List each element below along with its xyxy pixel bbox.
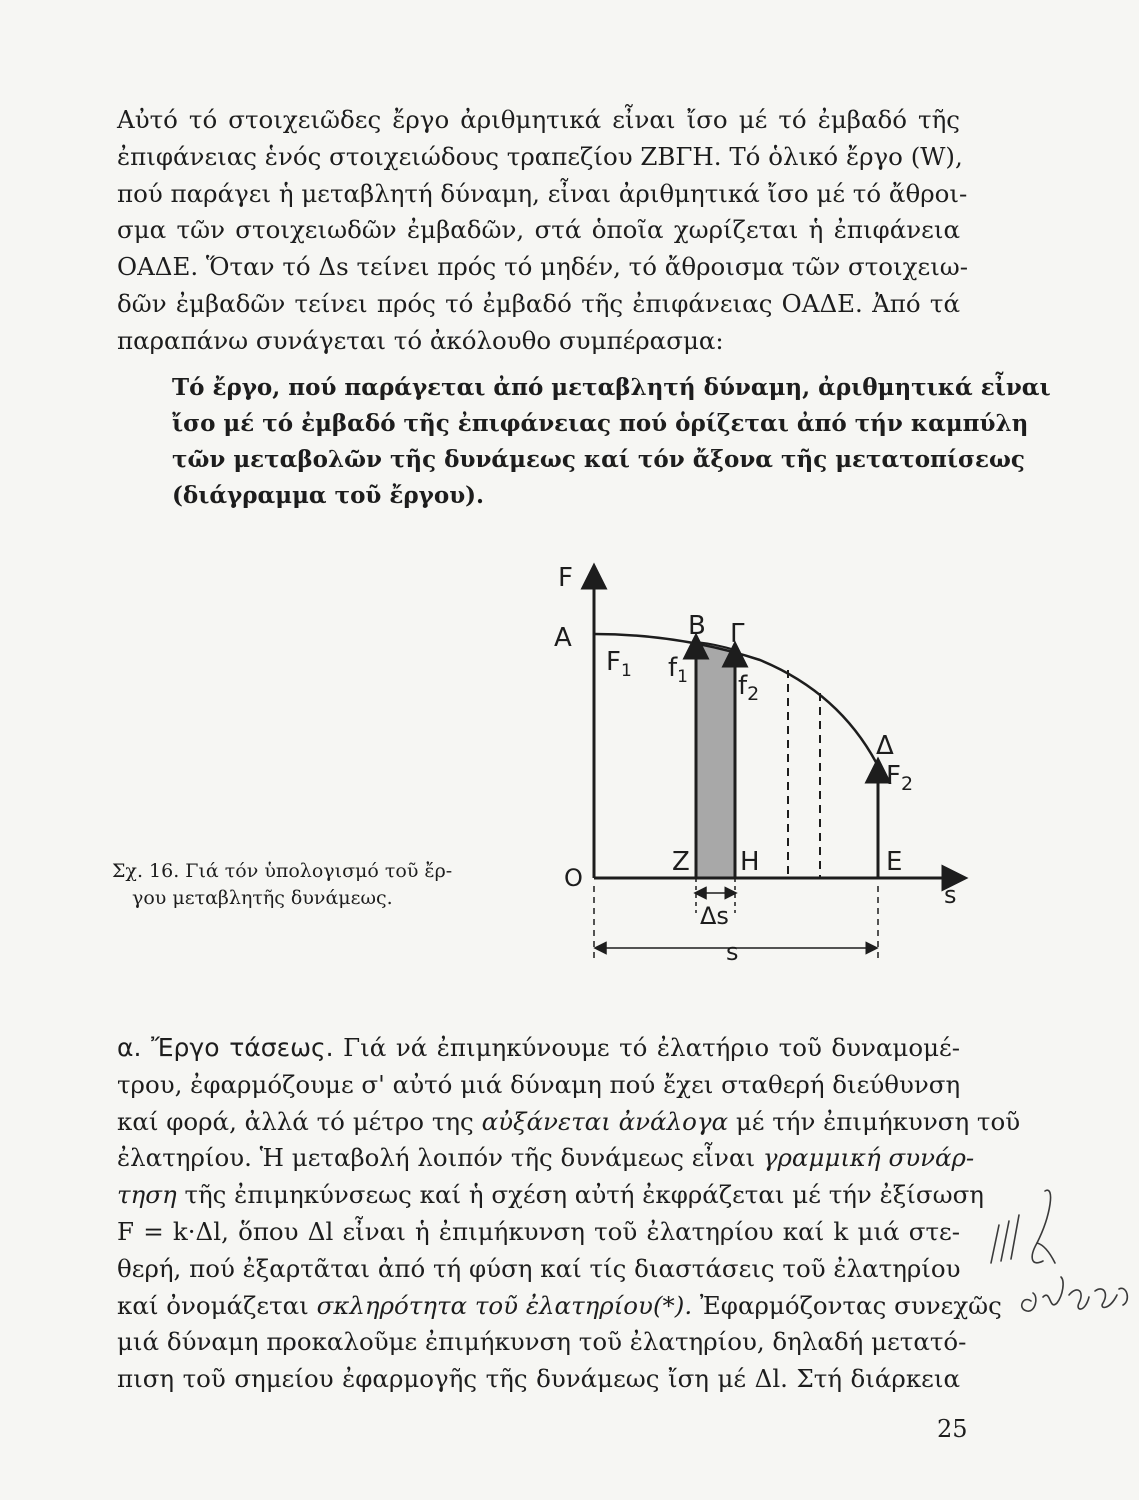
text-line: θερή, πού ἐξαρτᾶται ἀπό τή φύση καί τίς διαστάσεις τοῦ ἐλατηρίου [117, 1253, 961, 1283]
text-line: τῶν μεταβολῶν τῆς δυνάμεως καί τόν ἄξονα τῆς μετατοπίσεως [172, 446, 1025, 473]
axis-label-s: s [944, 881, 957, 909]
point-label-H: H [740, 847, 760, 877]
paragraph-work-area [117, 102, 969, 360]
force-label-f2: $f_2$ [738, 671, 760, 705]
text-line: σμα τῶν στοιχειωδῶν ἐμβαδῶν, στά ὁποῖα χωρίζεται ἡ ἐπιφάνεια [117, 215, 960, 245]
text-line: πιση τοῦ σημείου ἐφαρμογῆς τῆς δυνάμεως ἴση μέ Δl. Στή διάρκεια [117, 1364, 960, 1394]
caption-line: γου μεταβλητῆς δυνάμεως. [132, 887, 393, 909]
text-line: Αὐτό τό στοιχειῶδες ἔργο ἀριθμητικά εἶναι ἴσο μέ τό ἐμβαδό τῆς [117, 105, 960, 134]
caption-line: Σχ. 16. Γιά τόν ὑπολογισμό τοῦ ἔρ- [112, 860, 453, 882]
force-label-F1: $F_1$ [606, 647, 632, 681]
text-line: τηση τῆς ἐπιμηκύνσεως καί ἡ σχέση αὐτή ἐκφράζεται μέ τήν ἐξίσωση [117, 1180, 984, 1210]
text-line: α. Ἔργο τάσεως. Γιά νά ἐπιμηκύνουμε τό ἐλατήριο τοῦ δυναμομέ- [117, 1033, 960, 1062]
point-label-A: A [554, 623, 572, 653]
point-label-E: E [886, 847, 903, 877]
text-line: πού παράγει ἡ μεταβλητή δύναμη, εἶναι ἀριθμητικά ἴσο μέ τό ἄθροι- [117, 178, 968, 208]
text-line: ΟΑΔΕ. Ὅταν τό Δs τείνει πρός τό μηδέν, τό ἄθροισμα τῶν στοιχειω- [117, 252, 969, 282]
point-label-D: Δ [876, 731, 894, 761]
handwritten-annotation [985, 1185, 1135, 1345]
text-line: (διάγραμμα τοῦ ἔργου). [172, 482, 485, 509]
text-line: δῶν ἐμβαδῶν τείνει πρός τό ἐμβαδό τῆς ἐπιφάνειας ΟΑΔΕ. Ἀπό τά [117, 288, 960, 318]
axis-label-F: F [558, 563, 573, 593]
point-label-B: B [688, 611, 706, 641]
conclusion-statement [172, 370, 1051, 514]
point-label-G: Γ [730, 619, 745, 649]
section-heading: α. Ἔργο τάσεως. [117, 1033, 334, 1062]
text-line: ἐλατηρίου. Ἡ μεταβολή λοιπόν τῆς δυνάμεως εἶναι γραμμική συνάρ- [117, 1143, 975, 1173]
force-label-f1: $f_1$ [668, 653, 688, 687]
origin-label-O: O [564, 864, 583, 892]
text-line: F = k·Δl, ὅπου Δl εἶναι ἡ ἐπιμήκυνση τοῦ ἐλατηρίου καί k μιά στε- [117, 1216, 960, 1246]
text-line: ἴσο μέ τό ἐμβαδό τῆς ἐπιφάνειας πού ὁρίζεται ἀπό τήν καμπύλη [172, 410, 1029, 437]
work-diagram [540, 548, 980, 978]
point-label-Z: Z [672, 847, 690, 877]
paragraph-tension-work [117, 1030, 1021, 1398]
page-number: 25 [937, 1415, 968, 1443]
figure-caption [112, 858, 492, 912]
text-line: καί φορά, ἀλλά τό μέτρο της αὐξάνεται ἀνάλογα μέ τήν ἐπιμήκυνση τοῦ [117, 1106, 1021, 1136]
shaded-strip [696, 642, 735, 878]
text-line: ἐπιφάνειας ἑνός στοιχειώδους τραπεζίου ΖΒΓΗ. Τό ὁλικό ἔργο (W), [117, 141, 963, 171]
text-line: Τό ἔργο, πού παράγεται ἀπό μεταβλητή δύναμη, ἀριθμητικά εἶναι [172, 374, 1051, 401]
force-label-F2: $F_2$ [886, 761, 914, 795]
text-line: μιά δύναμη προκαλοῦμε ἐπιμήκυνση τοῦ ἐλατηρίου, δηλαδή μετατό- [117, 1327, 967, 1357]
delta-s-label: Δs [700, 902, 729, 930]
text-line: καί ὀνομάζεται σκληρότητα τοῦ ἐλατηρίου(*). Ἐφαρμόζοντας συνεχῶς [117, 1290, 1002, 1320]
s-span-label: s [726, 938, 739, 966]
text-line: τρου, ἐφαρμόζουμε σ' αὐτό μιά δύναμη πού ἔχει σταθερή διεύθυνση [117, 1069, 961, 1099]
text-line: παραπάνω συνάγεται τό ἀκόλουθο συμπέρασμα: [117, 325, 724, 355]
